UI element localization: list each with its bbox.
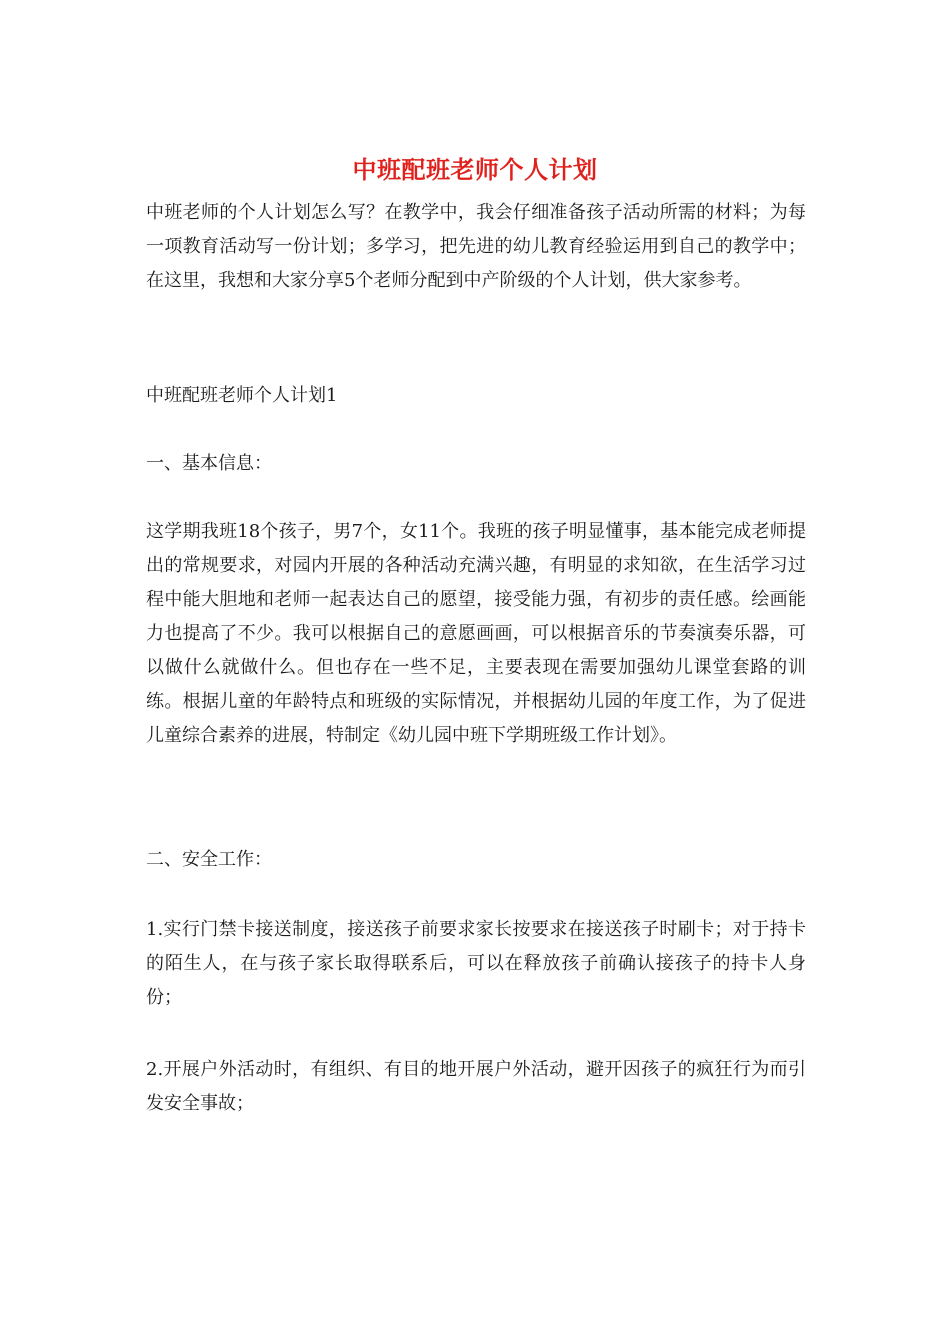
section-heading-basic-info: 一、基本信息：: [146, 453, 272, 474]
document-title: 中班配班老师个人计划: [352, 155, 598, 184]
intro-paragraph: 中班老师的个人计划怎么写？在教学中，我会仔细准备孩子活动所需的材料；为每一项教育活动写一份计划；多学习，把先进的幼儿教育经验运用到自己的教学中；在这里，我想和大家分享5个老师分配到中产阶级的个人计划，供大家参考。: [146, 202, 806, 291]
section-heading-safety: 二、安全工作：: [146, 849, 272, 870]
plan-subtitle: 中班配班老师个人计划1: [146, 385, 338, 406]
basic-info-paragraph: 这学期我班18个孩子，男7个，女11个。我班的孩子明显懂事，基本能完成老师提出的常规要求，对园内开展的各种活动充满兴趣，有明显的求知欲，在生活学习过程中能大胆地和老师一起表达自己的愿望，接受能力强，有初步的责任感。绘画能力也提高了不少。我可以根据自己的意愿画画，可以根据音乐的节奏演奏乐器，可以做什么就做什么。但也存在一些不足，主要表现在需要加强幼儿课堂套路的训练。根据儿童的年龄特点和班级的实际情况，并根据幼儿园的年度工作，为了促进儿童综合素养的进展，特制定《幼儿园中班下学期班级工作计划》。: [146, 521, 806, 746]
safety-item: 1.实行门禁卡接送制度，接送孩子前要求家长按要求在接送孩子时刷卡；对于持卡的陌生人，在与孩子家长取得联系后，可以在释放孩子前确认接孩子的持卡人身份；: [146, 919, 806, 1008]
safety-item: 2.开展户外活动时，有组织、有目的地开展户外活动，避开因孩子的疯狂行为而引发安全事故；: [146, 1059, 806, 1114]
